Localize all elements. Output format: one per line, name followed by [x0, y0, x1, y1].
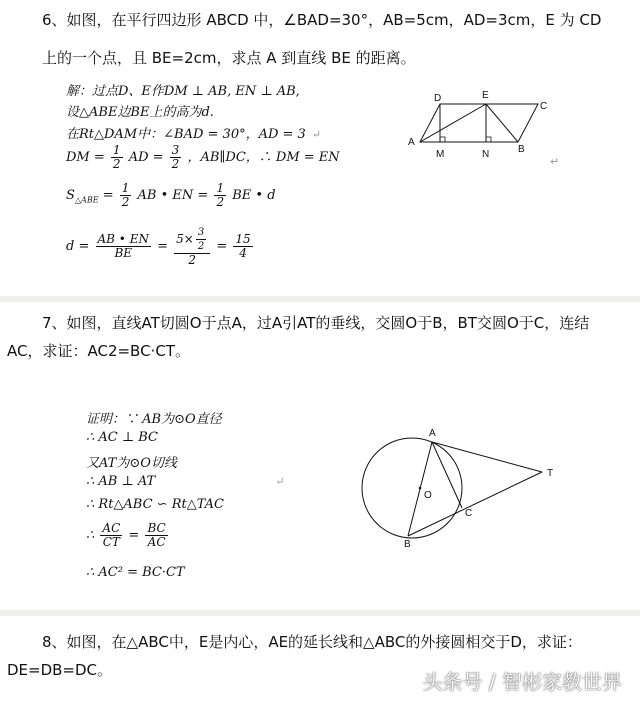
- solution-6-line-2: 设△ABE边BE上的高为d.: [66, 105, 214, 120]
- watermark: 头条号 / 智彬家教世界: [422, 670, 622, 694]
- label-t: T: [547, 468, 554, 479]
- fraction-ab-en-over-be: $\frac{AB • EN}{BE}$: [97, 232, 149, 260]
- parallelogram-diagram: [400, 82, 570, 172]
- solution-6-line-4: DM = $\frac{1}{2}$ AD = $\frac{3}{2}$ ，AB∥DC，∴ DM = EN: [66, 143, 340, 171]
- fraction-one-half: $\frac{1}{2}$: [216, 181, 225, 209]
- solution-6-line-3: 在Rt△DAM中：∠BAD = 30°，AD = 3 ↵: [66, 127, 322, 142]
- label-a: A: [408, 137, 415, 148]
- section-divider: [0, 610, 640, 616]
- fraction-compound: 5× $\frac{3}{2}$ 2: [174, 226, 210, 267]
- label-b: B: [404, 539, 411, 550]
- problem-7-line-1: 7、如图，直线AT切圆O于点A，过A引AT的垂线，交圆O于B，BT交圆O于C，连结: [42, 314, 590, 332]
- problem-7-line-2: AC，求证：AC2=BC·CT。: [7, 342, 190, 360]
- label-n: N: [482, 149, 490, 160]
- solution-6-line-6: d = $\frac{AB • EN}{BE}$ = 5× $\frac{3}{2}$ 2 = $\frac{15}{4}$: [66, 227, 251, 267]
- solution-6-line-5: $S_{\triangle ABE}$ = $\frac{1}{2}$ AB • EN = $\frac{1}{2}$ BE • d: [66, 181, 276, 209]
- label-b: B: [518, 144, 525, 155]
- proof-7-line-4: ∴ AB ⊥ AT ↵: [86, 474, 285, 489]
- proof-7-line-6: ∴ $\frac{AC}{CT}$ = $\frac{BC}{AC}$: [86, 521, 166, 549]
- label-a: A: [429, 428, 436, 439]
- fraction-three-halves: $\frac{3}{2}$: [171, 143, 180, 171]
- label-e: E: [482, 90, 489, 101]
- fraction-one-half: $\frac{1}{2}$: [121, 181, 130, 209]
- label-c: C: [540, 101, 548, 112]
- problem-8-line-2: DE=DB=DC。: [7, 661, 113, 679]
- label-o: O: [424, 490, 432, 501]
- fraction-fifteen-quarters: $\frac{15}{4}$: [235, 232, 251, 260]
- label-m: M: [436, 149, 445, 160]
- proof-7-line-1: 证明：∵ AB为⊙O直径: [86, 412, 222, 427]
- return-mark-icon: ↵: [550, 155, 560, 168]
- proof-7-line-7: ∴ AC² = BC·CT: [86, 565, 185, 580]
- proof-7-line-2: ∴ AC ⊥ BC: [86, 430, 158, 445]
- section-divider: [0, 296, 640, 302]
- label-d: D: [434, 93, 442, 104]
- fraction-bc-over-ac: $\frac{BC}{AC}$: [147, 521, 166, 549]
- problem-6-line-2: 上的一个点，且 BE=2cm，求点 A 到直线 BE 的距离。: [42, 49, 416, 67]
- problem-6-line-1: 6、如图，在平行四边形 ABCD 中，∠BAD=30°，AB=5cm，AD=3cm，E 为 CD: [42, 11, 602, 29]
- circle-tangent-diagram: [360, 420, 590, 550]
- solution-6-line-1: 解：过点D、E作DM ⊥ AB, EN ⊥ AB,: [66, 84, 300, 99]
- proof-7-line-5: ∴ Rt△ABC ∽ Rt△TAC: [86, 497, 225, 512]
- fraction-one-half: $\frac{1}{2}$: [112, 143, 121, 171]
- label-c: C: [465, 508, 473, 519]
- return-mark-icon: ↵: [311, 128, 322, 141]
- fraction-ac-over-ct: $\frac{AC}{CT}$: [102, 521, 121, 549]
- problem-8-line-1: 8、如图，在△ABC中，E是内心，AE的延长线和△ABC的外接圆相交于D，求证：: [42, 633, 582, 651]
- proof-7-line-3: 又AT为⊙O切线: [86, 456, 177, 471]
- return-mark-icon: ↵: [275, 475, 285, 488]
